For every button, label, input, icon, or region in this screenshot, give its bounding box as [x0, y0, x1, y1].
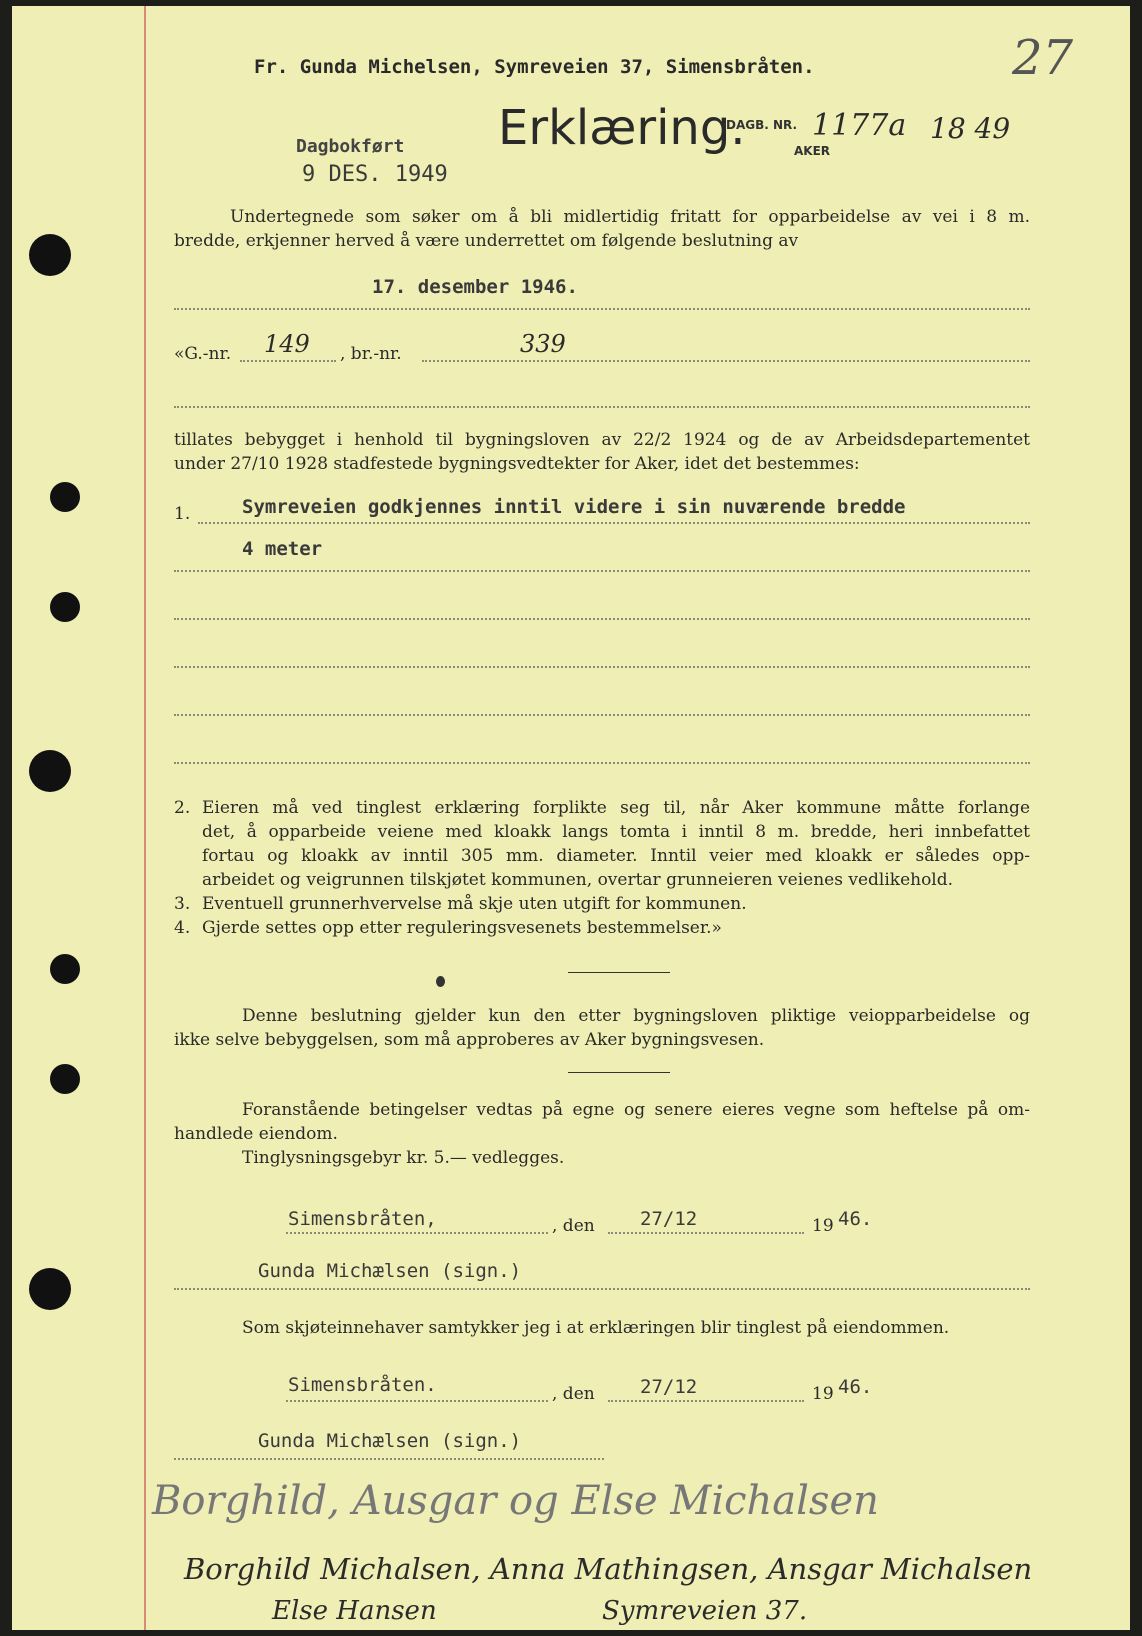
gnr-value: 149: [264, 330, 310, 358]
signature-2-name: Gunda Michælsen (sign.): [258, 1430, 522, 1452]
dotted-line: [174, 308, 1030, 310]
dagb-label: DAGB. NR.: [726, 118, 798, 132]
signature-2-place: Simensbråten.: [288, 1374, 437, 1396]
handwritten-signatures-line-2: Borghild Michalsen, Anna Mathingsen, Ansgar Michalsen: [184, 1552, 1033, 1586]
page-number: 27: [1012, 30, 1074, 86]
section-divider: [568, 1072, 670, 1073]
signature-2-den: , den: [552, 1384, 595, 1404]
section-divider: [568, 972, 670, 973]
condition-line: Eieren må ved tinglest erklæring forplikte seg til, når Aker kommune måtte forlange: [202, 798, 1030, 818]
brnr-dotted-field: [422, 360, 1030, 362]
condition-line: fortau og kloakk av inntil 305 mm. diameter. Inntil veier med kloakk er således opp-: [202, 846, 1030, 866]
gnr-label: «G.-nr.: [174, 344, 232, 364]
dotted-line: [174, 714, 1030, 716]
condition-1-line-2: 4 meter: [242, 538, 323, 560]
signature-2-date: 27/12: [640, 1376, 698, 1398]
brnr-label: , br.-nr.: [340, 344, 402, 364]
punch-hole: [29, 234, 71, 276]
aker-label: AKER: [794, 144, 831, 158]
dotted-line: [174, 1288, 1030, 1290]
document-title: Erklæring.: [498, 100, 746, 156]
permit-line-2: under 27/10 1928 stadfestede bygningsvedtekter for Aker, idet det bestemmes:: [174, 454, 860, 474]
binding-line-1: Foranstående betingelser vedtas på egne og senere eieres vegne som heftelse på om-: [242, 1100, 1030, 1120]
dotted-line: [174, 666, 1030, 668]
decision-date: 17. desember 1946.: [372, 276, 578, 298]
punch-hole: [50, 482, 80, 512]
ink-dot: [436, 976, 445, 987]
document-page: [12, 6, 1130, 1630]
handwritten-signature-line-3: Else Hansen: [272, 1596, 437, 1626]
condition-line: det, å opparbeide veiene med kloakk langs tomta i inntil 8 m. bredde, heri innbefattet: [202, 822, 1030, 842]
signature-2-year-prefix: 19: [812, 1384, 834, 1404]
dotted-line: [198, 522, 1030, 524]
dotted-line: [174, 1458, 604, 1460]
dotted-line: [174, 570, 1030, 572]
received-stamp-line1: Dagbokført: [296, 136, 405, 157]
dotted-field: [608, 1232, 804, 1234]
intro-line-2: bredde, erkjenner herved å være underrettet om følgende beslutning av: [174, 231, 799, 251]
dagb-number: 1177a: [812, 108, 907, 143]
signature-1-year-suffix: 46.: [838, 1208, 873, 1230]
punch-hole: [50, 592, 80, 622]
condition-number: 3.: [174, 894, 191, 914]
scope-line-1: Denne beslutning gjelder kun den etter bygningsloven pliktige veiopparbeidelse og: [242, 1006, 1030, 1026]
condition-line: Gjerde settes opp etter reguleringsvesenets bestemmelser.»: [202, 918, 722, 938]
punch-hole: [29, 1268, 71, 1310]
handwritten-names-line-1: Borghild, Ausgar og Else Michalsen: [152, 1478, 879, 1524]
scope-line-2: ikke selve bebyggelsen, som må approberes av Aker bygningsvesen.: [174, 1030, 765, 1050]
signature-1-den: , den: [552, 1216, 595, 1236]
dotted-field: [608, 1400, 804, 1402]
condition-line: Eventuell grunnerhvervelse må skje uten utgift for kommunen.: [202, 894, 747, 914]
dotted-field: [286, 1232, 548, 1234]
consent-line: Som skjøteinnehaver samtykker jeg i at erklæringen blir tinglest på eiendommen.: [242, 1318, 950, 1338]
margin-line: [144, 6, 146, 1630]
signature-1-name: Gunda Michælsen (sign.): [258, 1260, 522, 1282]
condition-1-number: 1.: [174, 504, 191, 524]
received-stamp-date: 9 DES. 1949: [302, 162, 448, 187]
condition-1-line-1: Symreveien godkjennes inntil videre i sin nuværende bredde: [242, 496, 906, 518]
signature-1-year-prefix: 19: [812, 1216, 834, 1236]
punch-hole: [50, 954, 80, 984]
fee-line: Tinglysningsgebyr kr. 5.— vedlegges.: [242, 1148, 565, 1168]
binding-line-2: handlede eiendom.: [174, 1124, 338, 1144]
sender-line: Fr. Gunda Michelsen, Symreveien 37, Simensbråten.: [254, 56, 815, 78]
condition-number: 2.: [174, 798, 191, 818]
condition-line: arbeidet og veigrunnen tilskjøtet kommunen, overtar grunneieren veienes vedlikehold.: [202, 870, 954, 890]
dagb-year: 18 49: [930, 112, 1011, 145]
intro-line-1: Undertegnede som søker om å bli midlertidig fritatt for opparbeidelse av vei i 8 m.: [230, 207, 1030, 227]
signature-1-place: Simensbråten,: [288, 1208, 437, 1230]
handwritten-address: Symreveien 37.: [602, 1596, 808, 1626]
signature-2-year-suffix: 46.: [838, 1376, 873, 1398]
dotted-field: [286, 1400, 548, 1402]
condition-number: 4.: [174, 918, 191, 938]
brnr-value: 339: [520, 330, 566, 358]
dotted-line: [174, 762, 1030, 764]
gnr-dotted-field: [240, 360, 336, 362]
dotted-line: [174, 406, 1030, 408]
punch-hole: [29, 750, 71, 792]
dotted-line: [174, 618, 1030, 620]
signature-1-date: 27/12: [640, 1208, 698, 1230]
permit-line-1: tillates bebygget i henhold til bygningsloven av 22/2 1924 og de av Arbeidsdepartementet: [174, 430, 1030, 450]
punch-hole: [50, 1064, 80, 1094]
